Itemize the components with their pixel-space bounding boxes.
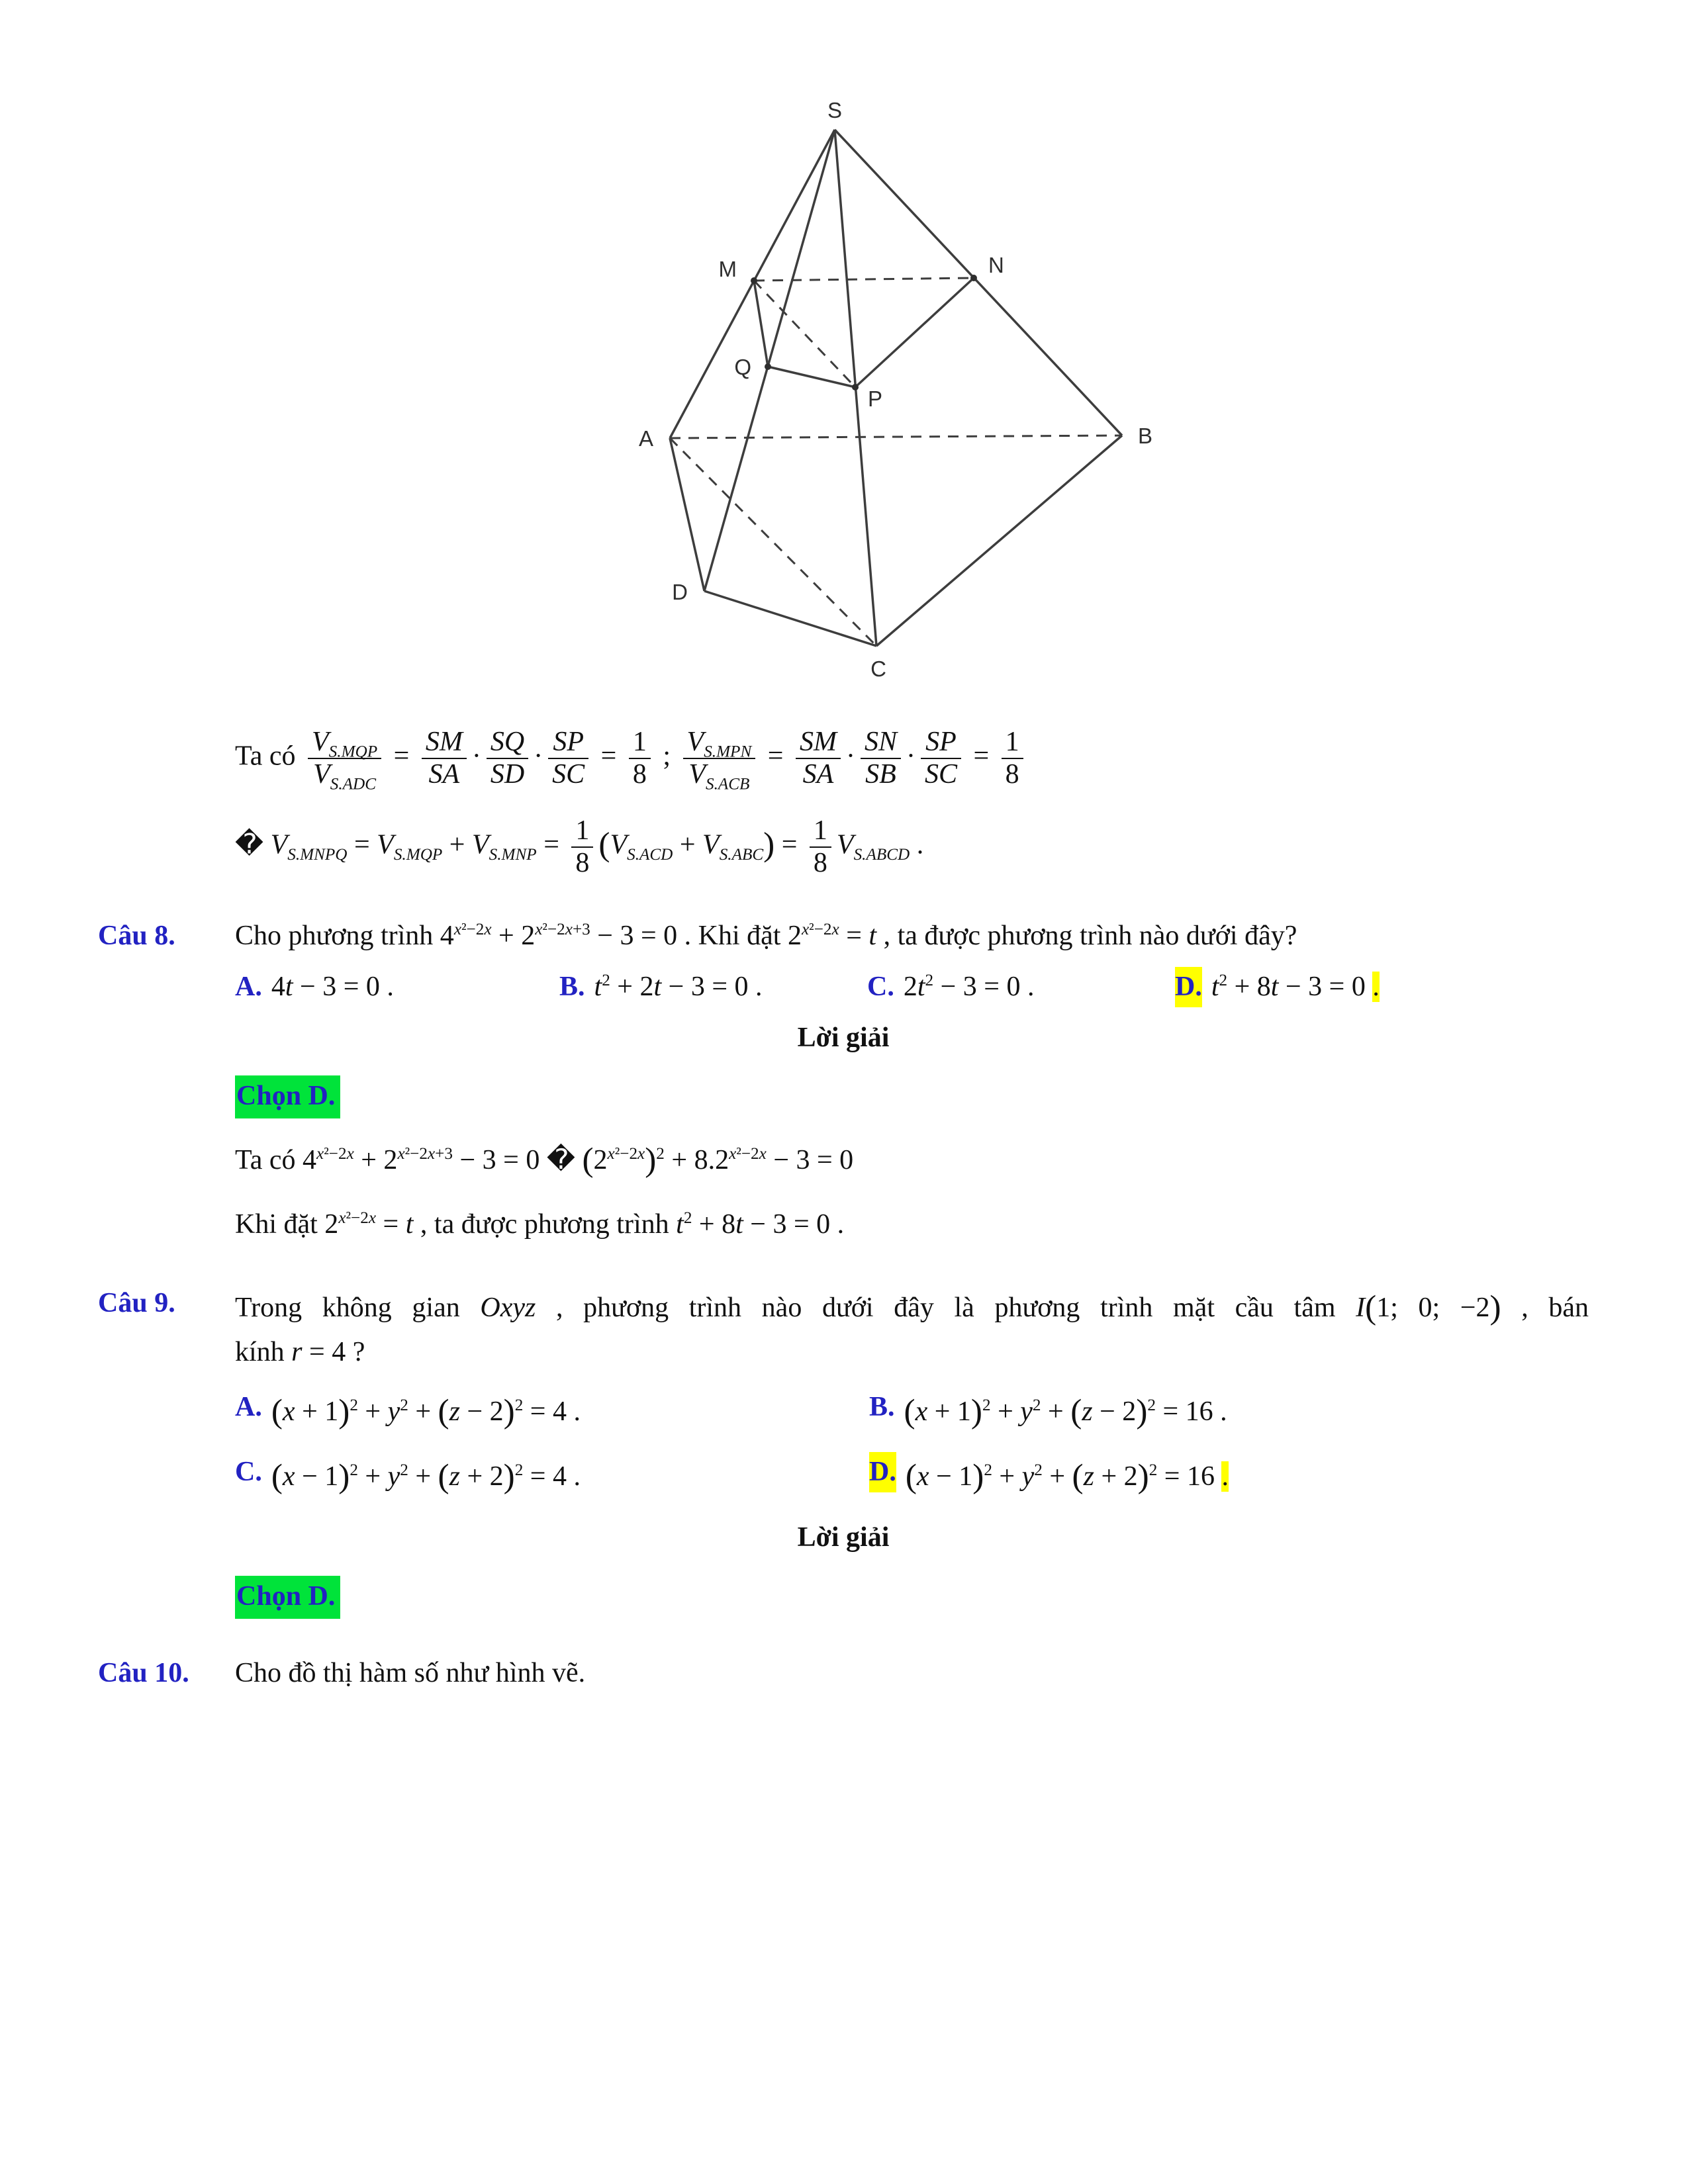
edge-sd	[704, 130, 835, 591]
label-s: S	[827, 98, 843, 122]
edge-cb	[876, 435, 1122, 646]
edge-dc	[704, 591, 876, 646]
point-p	[852, 384, 859, 390]
option-9d-text: $(x - 1)^2 + y^2 + (z + 2)^2 = 16$ .	[905, 1457, 1229, 1496]
question-9-number: Câu 9.	[98, 1287, 175, 1318]
point-m	[751, 277, 757, 284]
label-b: B	[1138, 424, 1153, 448]
option-8b	[559, 967, 867, 1007]
label-d: D	[672, 580, 688, 604]
question-8	[98, 916, 1589, 956]
edge-ab-hidden	[670, 435, 1122, 438]
option-8d	[1175, 967, 1380, 1007]
option-9c	[235, 1452, 869, 1501]
label-q: Q	[734, 355, 751, 379]
chosen-answer-9-wrap	[235, 1576, 1589, 1619]
option-8c-letter: C.	[867, 972, 894, 1003]
question-8-solution-line2: Khi đặt $2^{x^2-2x} = t$ , ta được phương trình $t^2 + 8t - 3 = 0$ .	[235, 1208, 845, 1240]
question-10	[98, 1653, 1589, 1694]
edge-ac-hidden	[670, 438, 876, 646]
edge-mq	[754, 281, 768, 367]
label-a: A	[638, 426, 653, 451]
edge-qp	[768, 367, 855, 387]
question-10-statement: Cho đồ thị hàm số như hình vẽ.	[235, 1658, 586, 1689]
loi-giai-heading-8: Lời giải	[797, 1022, 890, 1053]
loi-giai-heading-9: Lời giải	[797, 1522, 890, 1553]
option-8d-text: $t^2 + 8t - 3 = 0$ .	[1211, 972, 1380, 1003]
edge-mp-hidden	[754, 281, 855, 387]
option-8b-letter: B.	[559, 972, 585, 1003]
option-9b	[869, 1387, 1227, 1436]
option-9d	[869, 1452, 1229, 1501]
point-q	[765, 363, 771, 370]
label-n: N	[988, 253, 1004, 277]
option-9c-text: $(x - 1)^2 + y^2 + (z + 2)^2 = 4$ .	[271, 1457, 581, 1496]
edge-np	[855, 278, 974, 387]
question-9-options-row2	[235, 1452, 1589, 1501]
option-8b-text: $t^2 + 2t - 3 = 0$ .	[594, 972, 763, 1003]
pyramid-figure	[632, 93, 1175, 688]
edge-mn-hidden	[754, 278, 974, 281]
label-m: M	[718, 257, 737, 281]
label-c: C	[870, 657, 886, 681]
edge-ad	[670, 438, 704, 591]
question-8-number: Câu 8.	[98, 921, 175, 952]
question-8-options	[235, 967, 1589, 1007]
question-9-statement-line2: kính r = 4 ?	[235, 1337, 365, 1368]
option-8a-text: 4t − 3 = 0 .	[271, 972, 394, 1003]
option-8c	[867, 967, 1175, 1007]
option-8a-letter: A.	[235, 972, 262, 1003]
question-8-statement: Cho phương trình $4^{x^2-2x} + 2^{x^2-2x+3} - 3 = 0$ . Khi đặt $2^{x^2-2x} = t$ , ta được phương trình nào dưới đây?	[235, 921, 1297, 952]
point-n	[970, 275, 977, 281]
question-9	[98, 1283, 1589, 1373]
question-9-statement-line1: Trong không gian Oxyz , phương trình nào dưới đây là phương trình mặt cầu tâm I(1; 0; −2) , bán	[235, 1288, 1589, 1326]
option-8a	[235, 967, 559, 1007]
option-9b-text: $(x + 1)^2 + y^2 + (z - 2)^2 = 16$ .	[904, 1392, 1227, 1431]
option-9a-text: $(x + 1)^2 + y^2 + (z - 2)^2 = 4$ .	[271, 1392, 581, 1431]
chosen-answer-9: Chọn D.	[235, 1576, 340, 1619]
question-9-options-row1	[235, 1387, 1589, 1436]
option-9b-letter: B.	[869, 1392, 895, 1423]
label-p: P	[868, 387, 883, 411]
option-9a-letter: A.	[235, 1392, 262, 1423]
volume-ratio-line: Ta có $V_{S.MQP}$ $V_{S.ADC}$ = $\frac{SM}{SA}$ · $\frac{SQ}{SD}$ · $\frac{SP}{SC}$ = $\frac{1}{8}$ ; $V_{S.MPN}$ $V_{S.ACB}$ = $\frac{SM}{SA}$ · $\frac{SN}{SB}$ · $\frac{SP}{SC}$ = $\frac{1}{8}$	[235, 723, 1589, 794]
edge-sa	[670, 130, 835, 438]
option-8c-text: $2t^2 - 3 = 0$ .	[903, 972, 1035, 1003]
option-8d-letter: D.	[1175, 967, 1202, 1007]
option-9d-letter: D.	[869, 1452, 896, 1492]
option-9a	[235, 1387, 869, 1436]
option-9c-letter: C.	[235, 1457, 262, 1488]
chosen-answer-8-wrap	[235, 1075, 1589, 1118]
question-10-number: Câu 10.	[98, 1658, 189, 1689]
chosen-answer-8: Chọn D.	[235, 1075, 340, 1118]
question-9-statement	[235, 1283, 1589, 1373]
volume-sum-line: � $V_{S.MNPQ} = V_{S.MQP} + V_{S.MNP}$ = $\frac{1}{8}$ $(V_{S.ACD} + V_{S.ABC})$ = $\frac{1}{8}$ $V_{S.ABCD}$ .	[235, 815, 924, 879]
question-8-solution-line1: Ta có $4^{x^2-2x} + 2^{x^2-2x+3} - 3 = 0$ � $(2^{x^2-2x})^2 + 8.2^{x^2-2x} - 3 = 0$	[235, 1140, 854, 1179]
